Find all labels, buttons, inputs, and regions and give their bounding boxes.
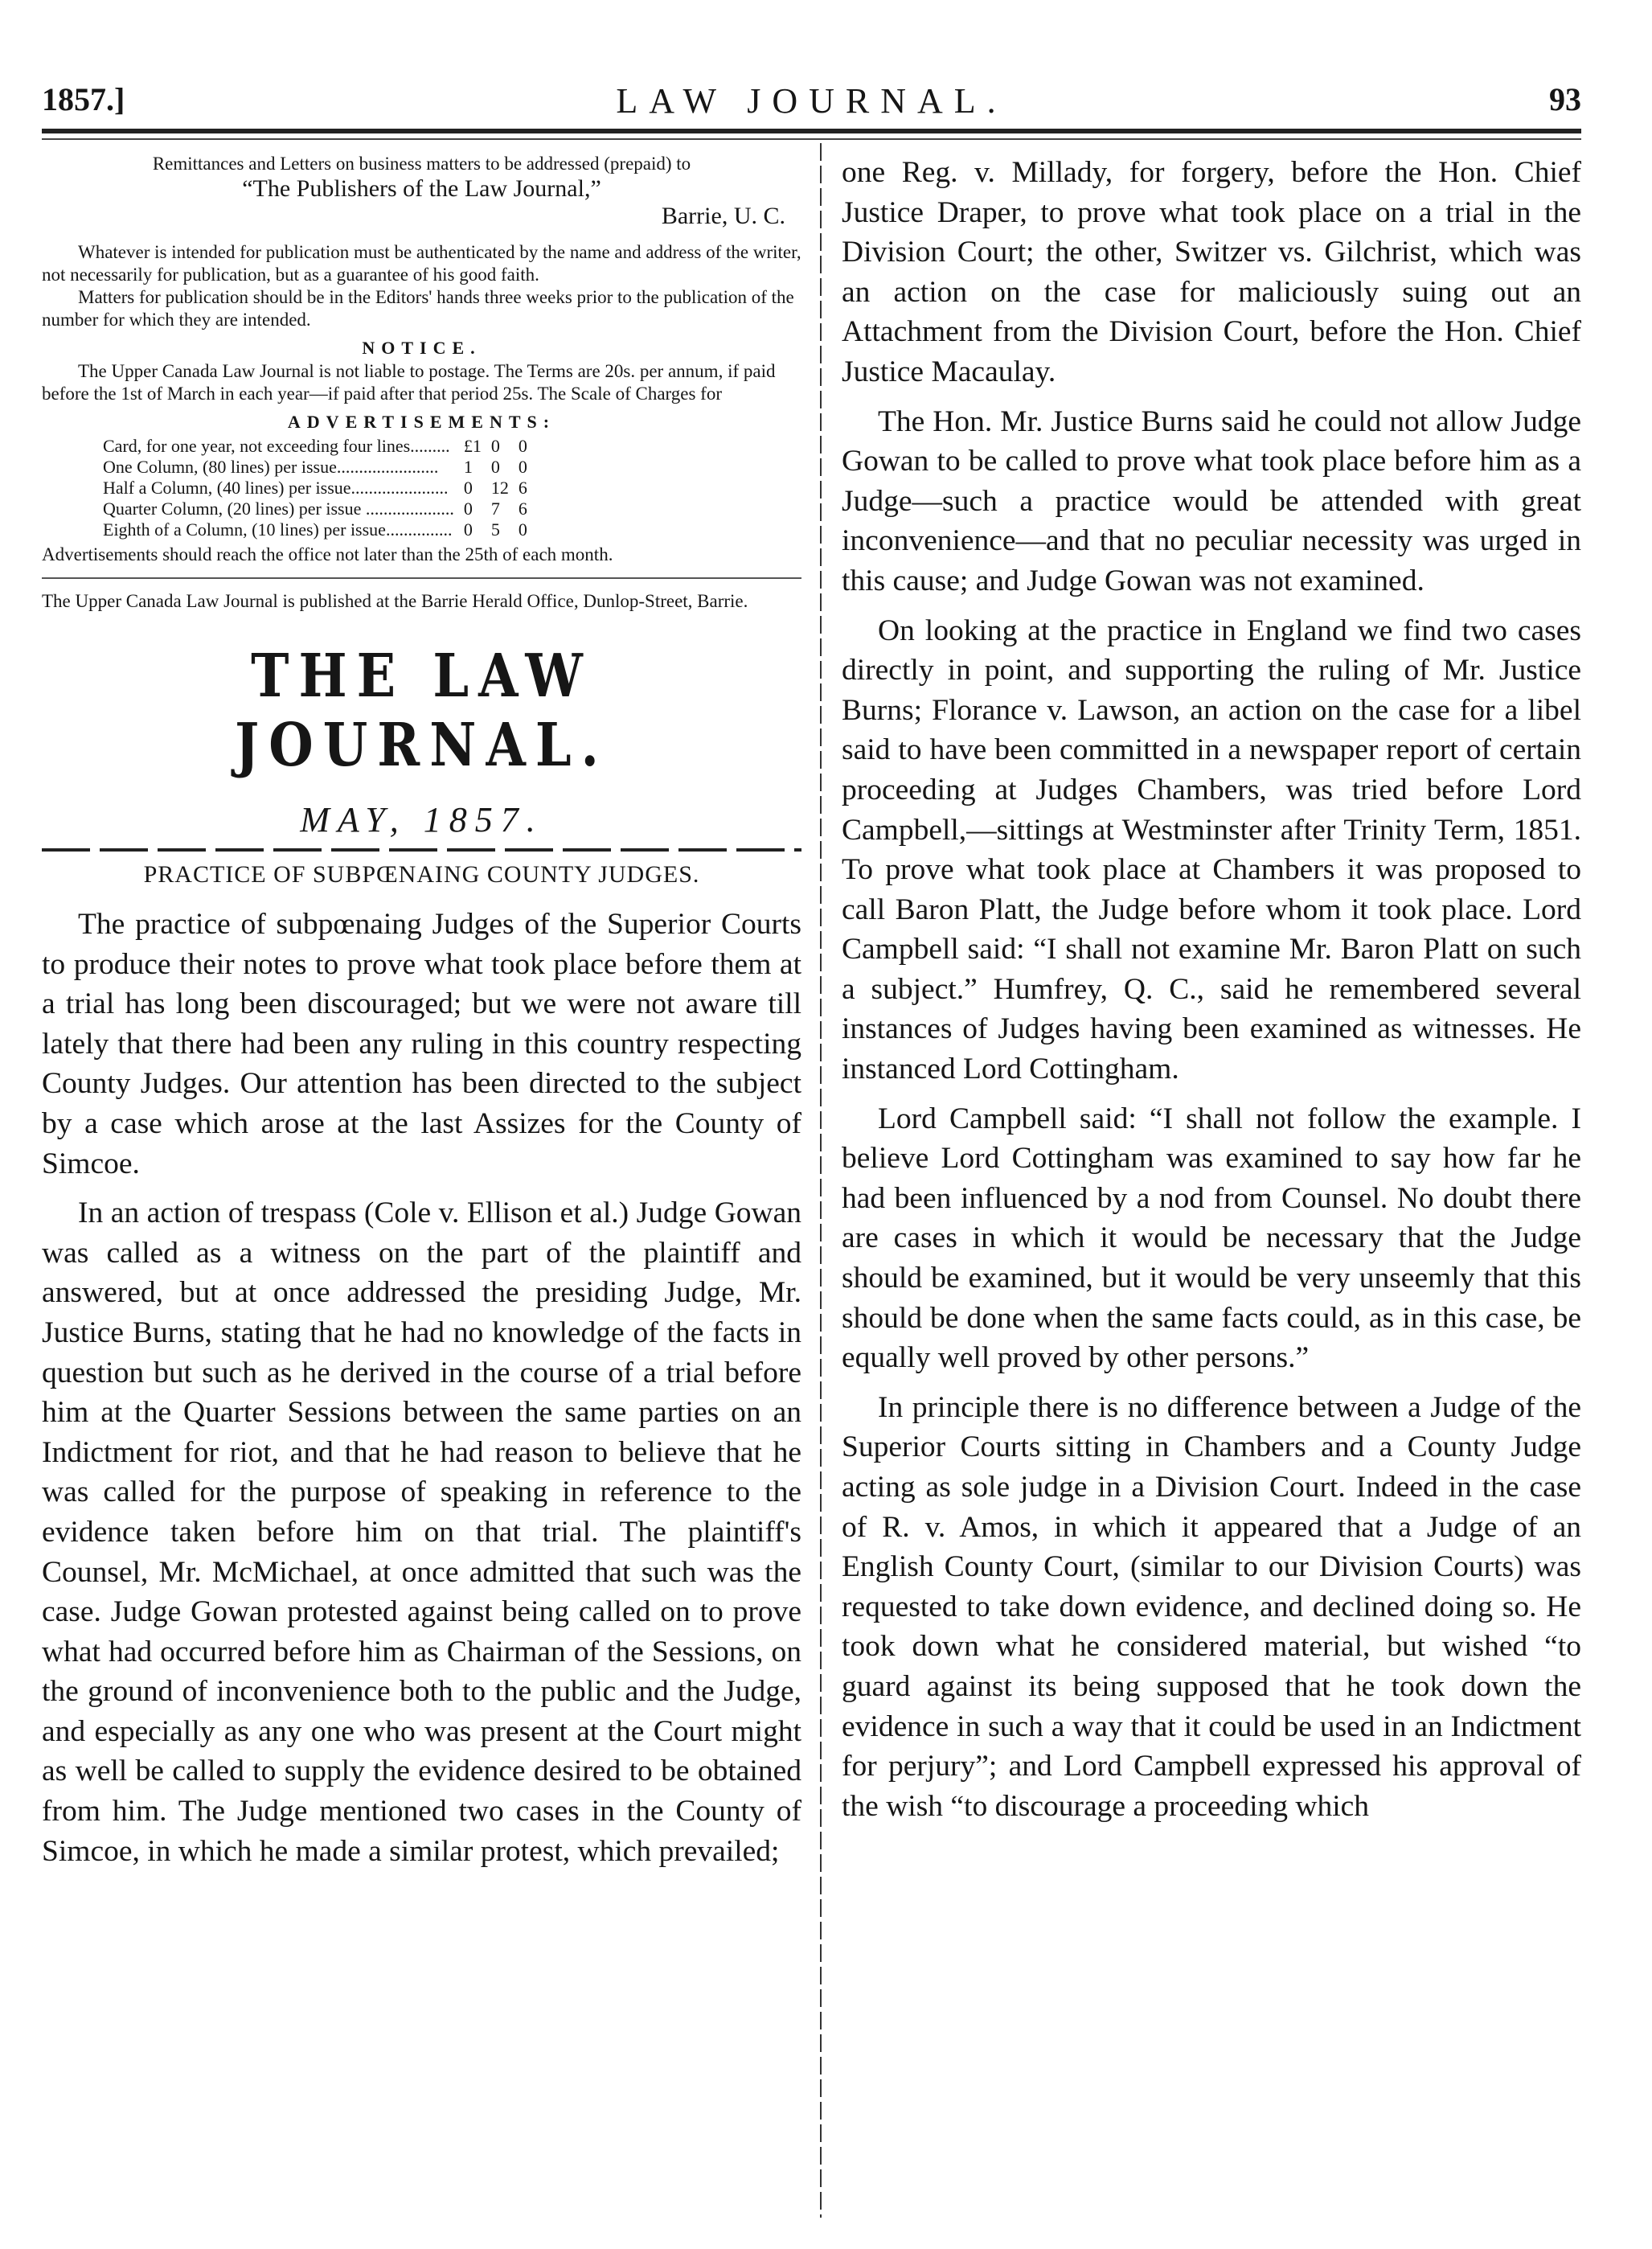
authentication-note: Whatever is intended for publication must be authenticated by the name and address of the writer, not necessarily for publication, but as a guarantee of his good faith. xyxy=(42,242,801,285)
header-rule-thin xyxy=(42,138,1581,140)
rate-pounds: £1 xyxy=(463,436,482,456)
left-column xyxy=(42,153,801,1871)
advertisements-heading: ADVERTISEMENTS: xyxy=(287,412,556,432)
rate-pence: 0 xyxy=(518,436,527,456)
rate-pounds: 1 xyxy=(463,457,473,477)
article-paragraph: In an action of trespass (Cole v. Ellison et al.) Judge Gowan was called as a witness on the part of the plaintiff and answered, but at once addressed the presiding Judge, Mr. Justice Burns, stating that he had no knowledge of the facts in question but such as he derived in the course of a trial before him at the Quarter Sessions between the same parties on an Indictment for riot, and that he had reason to believe that he was called for the purpose of speaking in reference to the evidence taken before him on that trial. The plaintiff's Counsel, Mr. McMichael, at once admitted that such was the case. Judge Gowan protested against being called on to prove what had occurred before him as Chairman of the Sessions, on the ground of inconvenience both to the public and the Judge, and especially as any one who was present at the Court might as well be called to supply the evidence desired to be obtained from him. The Judge mentioned two cases in the County of Simcoe, in which he made a similar protest, which prevailed; xyxy=(42,1196,801,1868)
article-paragraph: The practice of subpœnaing Judges of the Superior Courts to produce their notes to prove what took place before them at a trial has long been discouraged; but we were not aware till lately that there had been any ruling in this country respecting County Judges. Our attention has been directed to the subject by a case which arose at the last Assizes for the County of Simcoe. xyxy=(42,908,801,1180)
notice-text: The Upper Canada Law Journal is not liable to postage. The Terms are 20s. per annum, if paid before the 1st of March in each year—if paid after that period 25s. The Scale of Charges for xyxy=(42,361,776,404)
rate-item: One Column, (80 lines) per issue....................... xyxy=(103,457,439,477)
publication-note: The Upper Canada Law Journal is published at the Barrie Herald Office, Dunlop-Street, Barrie. xyxy=(42,591,748,611)
rate-pounds: 0 xyxy=(463,519,473,540)
publisher-addressee: “The Publishers of the Law Journal,” xyxy=(242,175,601,202)
article-paragraph: The Hon. Mr. Justice Burns said he could not allow Judge Gowan to be called to prove what took place before him as a Judge—such a practice would be attended with great inconvenience—and that no peculiar necessity was urged in this cause; and Judge Gowan was not examined. xyxy=(842,404,1581,597)
rate-shillings: 5 xyxy=(490,519,500,540)
publisher-place: Barrie, U. C. xyxy=(661,203,785,229)
advertisement-deadline: Advertisements should reach the office not later than the 25th of each month. xyxy=(42,544,613,564)
rate-item: Eighth of a Column, (10 lines) per issue............... xyxy=(103,519,453,540)
advertisement-rates-table xyxy=(98,436,532,540)
journal-page xyxy=(42,0,1581,2249)
rate-item: Quarter Column, (20 lines) per issue .................... xyxy=(103,499,454,519)
article-title: PRACTICE OF SUBPŒNAING COUNTY JUDGES. xyxy=(143,861,700,888)
running-head xyxy=(42,80,1581,129)
rate-shillings: 7 xyxy=(490,499,500,519)
rate-pence: 0 xyxy=(518,519,527,540)
rate-row xyxy=(98,519,532,540)
rate-row xyxy=(98,457,532,478)
issue-date: MAY, 1857. xyxy=(300,800,543,839)
notice-heading: NOTICE. xyxy=(362,338,482,358)
rate-row xyxy=(98,436,532,457)
running-head-title: LAW JOURNAL. xyxy=(616,81,1007,121)
rate-row xyxy=(98,499,532,519)
article-paragraph: On looking at the practice in England we find two cases directly in point, and supporting the ruling of Mr. Justice Burns; Florance v. Lawson, an action on the case for a libel said to have been committed in a newspaper report of certain proceeding at Judges Chambers, was tried before Lord Campbell,—sittings at Westminster after Trinity Term, 1851. To prove what took place at Chambers it was proposed to call Baron Platt, the Judge before whom it took place. Lord Campbell said: “I shall not examine Mr. Baron Platt on such a subject.” Humfrey, Q. C., said he remembered several instances of Judges having been examined as witnesses. He instanced Lord Cottingham. xyxy=(842,614,1581,1086)
article-paragraph: Lord Campbell said: “I shall not follow the example. I believe Lord Cottingham was examined to say how far he had been influenced by a nod from Counsel. No doubt there are cases in which it would be necessary that the Judge should be examined, but it would be very unseemly that this should be done when the same facts could, as in this case, be equally well proved by other persons.” xyxy=(842,1102,1581,1375)
remittances-note: Remittances and Letters on business matters to be addressed (prepaid) to xyxy=(152,154,691,174)
page-number: 93 xyxy=(1549,81,1581,117)
rate-pounds: 0 xyxy=(463,478,473,498)
rate-shillings: 0 xyxy=(490,436,500,456)
rate-shillings: 12 xyxy=(490,478,509,498)
running-head-year: 1857.] xyxy=(42,81,125,117)
divider xyxy=(42,577,801,579)
rate-pence: 6 xyxy=(518,478,527,498)
rate-shillings: 0 xyxy=(490,457,500,477)
rate-item: Half a Column, (40 lines) per issue...................... xyxy=(103,478,449,498)
rate-pence: 0 xyxy=(518,457,527,477)
article-paragraph: one Reg. v. Millady, for forgery, before the Hon. Chief Justice Draper, to prove what took place on a trial in the Division Court; the other, Switzer vs. Gilchrist, which was an action on the case for maliciously suing out an Attachment from the Division Court, before the Hon. Chief Justice Macaulay. xyxy=(842,156,1581,388)
masthead-title: THE LAW JOURNAL. xyxy=(235,642,609,780)
deadline-note: Matters for publication should be in the Editors' hands three weeks prior to the publication of the number for which they are intended. xyxy=(42,287,794,330)
column-separator xyxy=(820,143,822,2218)
rate-pence: 6 xyxy=(518,499,527,519)
article-paragraph: In principle there is no difference between a Judge of the Superior Courts sitting in Chambers and a County Judge acting as sole judge in a Division Court. Indeed in the case of R. v. Amos, in which it appeared that a Judge of an English County Court, (similar to our Division Courts) was requested to take down evidence, and declined doing so. He took down what he considered material, but wished “to guard against its being supposed that he took down the evidence in such a way that it could be used in an Indictment for perjury”; and Lord Campbell expressed his approval of the wish “to discourage a proceeding which xyxy=(842,1390,1581,1823)
rate-pounds: 0 xyxy=(463,499,473,519)
rate-row xyxy=(98,478,532,499)
rate-item: Card, for one year, not exceeding four lines......... xyxy=(103,436,450,456)
right-column xyxy=(842,153,1581,1826)
header-rule-thick xyxy=(42,129,1581,133)
dashed-divider xyxy=(42,848,801,852)
